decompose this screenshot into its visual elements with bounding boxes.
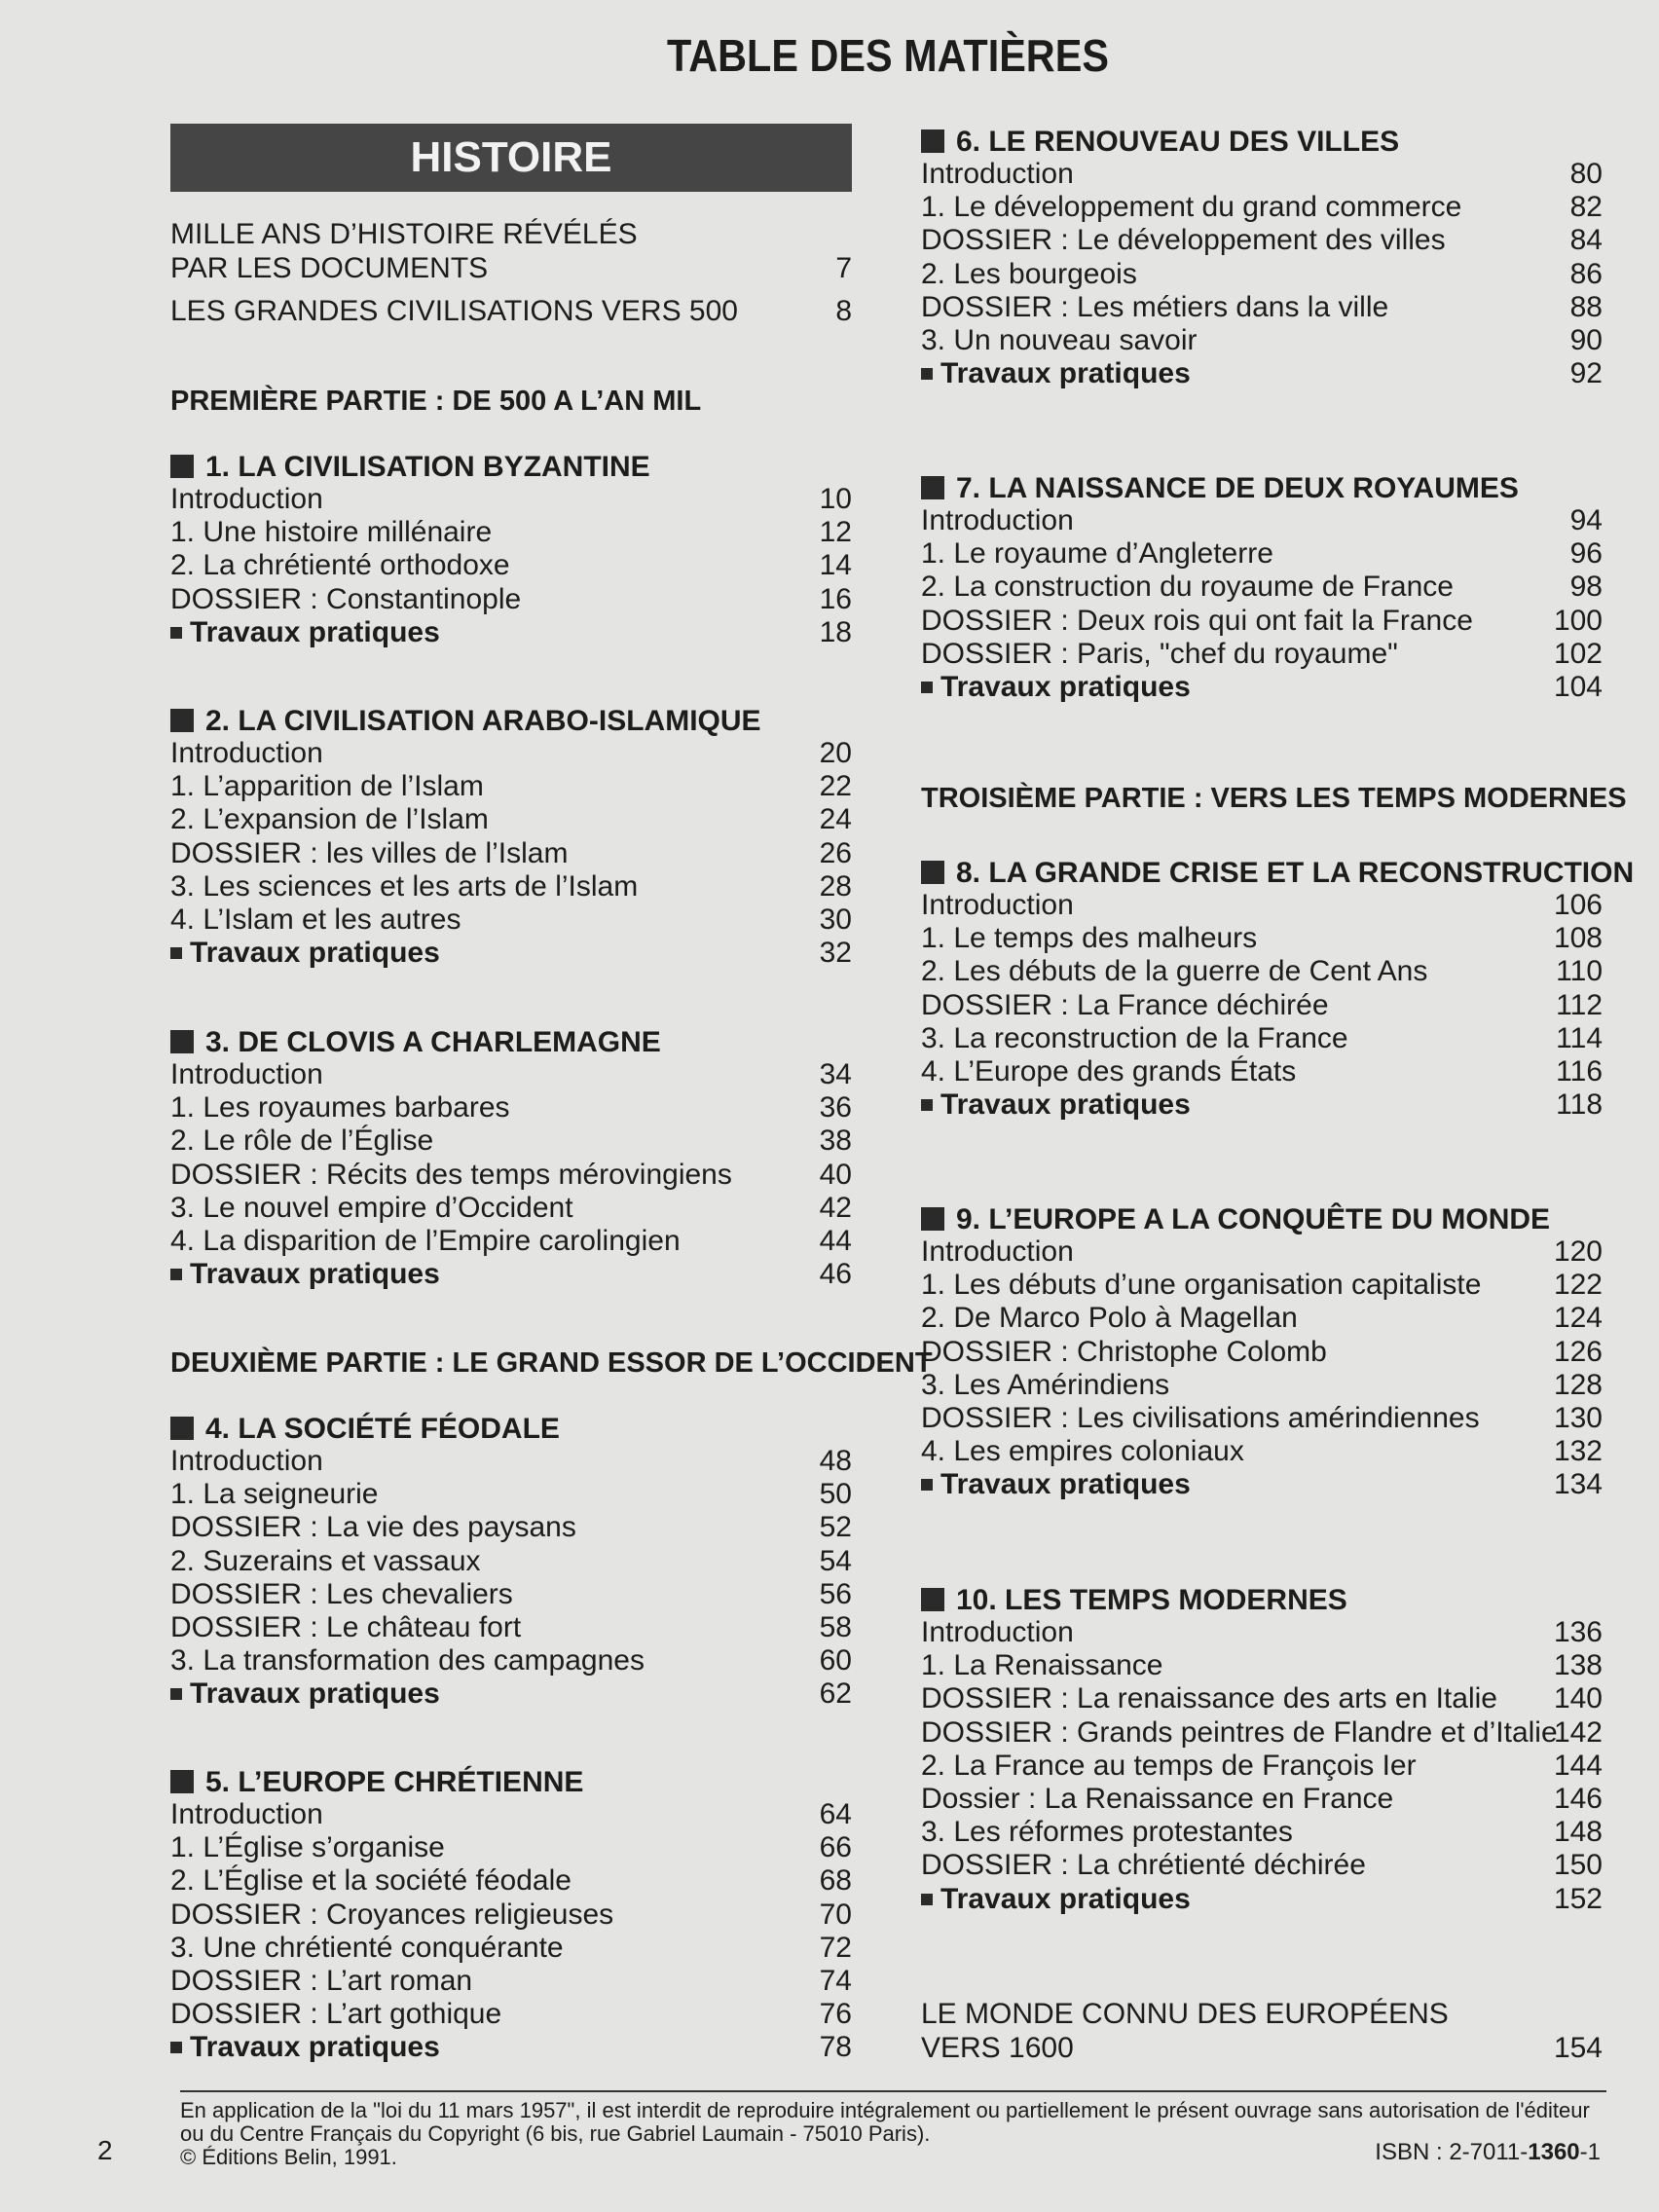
toc-entry-page: 100 xyxy=(1553,604,1603,637)
toc-entry-label: Introduction xyxy=(170,737,323,769)
toc-row xyxy=(170,903,852,937)
toc-entry-label: Introduction xyxy=(921,1235,1074,1268)
toc-entry-page: 68 xyxy=(819,1864,852,1898)
toc-row xyxy=(921,1269,1603,1302)
toc-entry-label: 3. Les réformes protestantes xyxy=(921,1816,1293,1849)
toc-row xyxy=(170,1899,852,1932)
chapter-heading xyxy=(170,1412,560,1447)
toc-entry-label: 3. La reconstruction de la France xyxy=(921,1021,1348,1054)
toc-entry-label: DOSSIER : L’art roman xyxy=(170,1965,473,1997)
toc-entry-label: 1. Une histoire millénaire xyxy=(170,516,493,549)
toc-entry-page: 152 xyxy=(1553,1882,1603,1915)
toc-row xyxy=(170,1864,852,1898)
toc-entry-label: Introduction xyxy=(170,1445,323,1477)
toc-entry-page: 96 xyxy=(1569,537,1603,571)
small-square-bullet-icon xyxy=(170,1688,182,1700)
toc-entry-label: DOSSIER : La renaissance des arts en Italie xyxy=(921,1682,1497,1715)
toc-entry-page: 120 xyxy=(1553,1235,1603,1268)
toc-row xyxy=(170,1159,852,1192)
toc-row xyxy=(170,1578,852,1611)
toc-entry-page: 12 xyxy=(819,516,852,549)
toc-entry-page: 136 xyxy=(1553,1616,1603,1648)
toc-entry-label: 2. Les bourgeois xyxy=(921,257,1137,290)
toc-entry-label: Travaux pratiques xyxy=(170,1677,440,1711)
small-square-bullet-icon xyxy=(921,1099,933,1111)
toc-entry-page: 132 xyxy=(1553,1435,1603,1468)
small-square-bullet-icon xyxy=(921,1479,933,1491)
chapter-heading xyxy=(921,471,1519,506)
toc-entry-page: 52 xyxy=(819,1511,852,1544)
page-title: TABLE DES MATIÈRES xyxy=(667,30,1109,81)
toc-entry-page: 104 xyxy=(1553,671,1603,703)
toc-entry-label: Introduction xyxy=(921,1616,1074,1648)
toc-row xyxy=(170,1611,852,1644)
toc-entry-page: 78 xyxy=(819,2031,852,2064)
toc-entry-label: DOSSIER : Les civilisations amérindiennes xyxy=(921,1402,1480,1434)
toc-entry-page: 102 xyxy=(1553,637,1603,670)
toc-entry-page: 40 xyxy=(819,1158,852,1191)
toc-entry-label: 3. Le nouvel empire d’Occident xyxy=(170,1191,573,1224)
toc-entry-label: Travaux pratiques xyxy=(170,937,440,970)
toc-entry-page: 24 xyxy=(819,803,852,836)
toc-entry-page: 122 xyxy=(1553,1269,1603,1302)
toc-entry-page: 94 xyxy=(1569,504,1603,536)
chapter-title: 5. L’EUROPE CHRÉTIENNE xyxy=(205,1766,584,1798)
chapter-heading xyxy=(921,856,1634,891)
toc-entry-label: Introduction xyxy=(921,889,1074,921)
toc-row xyxy=(921,889,1603,922)
toc-entry-label: DOSSIER : Le château fort xyxy=(170,1611,522,1643)
toc-entry-label: Introduction xyxy=(170,1798,323,1830)
toc-entry-page: 54 xyxy=(819,1544,852,1577)
toc-entry-page: 64 xyxy=(819,1798,852,1830)
toc-row xyxy=(170,770,852,803)
toc-exercises-row xyxy=(170,1677,852,1711)
small-square-bullet-icon xyxy=(170,947,182,959)
chapter-heading xyxy=(170,450,650,485)
page-number: 2 xyxy=(97,2135,113,2165)
toc-row xyxy=(170,737,852,770)
toc-entry-page: 140 xyxy=(1553,1682,1603,1715)
toc-row xyxy=(921,605,1603,638)
toc-row xyxy=(170,1545,852,1578)
square-bullet-icon xyxy=(921,129,944,153)
toc-row xyxy=(921,291,1603,324)
toc-entry-page: 72 xyxy=(819,1931,852,1964)
toc-entry-label: 1. L’Église s’organise xyxy=(170,1831,445,1864)
final-line-1: LE MONDE CONNU DES EUROPÉENS xyxy=(921,1998,1449,2030)
toc-row xyxy=(921,1750,1603,1783)
toc-entry-label: 3. Les Amérindiens xyxy=(921,1368,1170,1401)
toc-entry-page: 44 xyxy=(819,1225,852,1257)
small-square-bullet-icon xyxy=(170,627,182,639)
toc-entry-label: 3. La transformation des campagnes xyxy=(170,1644,645,1677)
toc-row xyxy=(170,1998,852,2031)
toc-exercises-row xyxy=(170,2031,852,2064)
toc-entry-label: 2. L’Église et la société féodale xyxy=(170,1864,571,1898)
toc-row xyxy=(921,1336,1603,1369)
small-square-bullet-icon xyxy=(170,1269,182,1280)
toc-entry-page: 106 xyxy=(1553,889,1603,921)
toc-row xyxy=(921,1235,1603,1269)
toc-row xyxy=(921,1716,1603,1750)
chapter-heading xyxy=(921,1583,1347,1618)
toc-entry-page: 108 xyxy=(1553,922,1603,955)
toc-entry-label: DOSSIER : Les chevaliers xyxy=(170,1577,513,1610)
toc-entry-page: 22 xyxy=(819,770,852,803)
toc-entry-label: 3. Un nouveau savoir xyxy=(921,324,1198,356)
toc-entry-page: 84 xyxy=(1569,224,1603,257)
toc-row xyxy=(921,324,1603,357)
toc-row xyxy=(170,1831,852,1864)
toc-entry-page: 28 xyxy=(819,869,852,903)
toc-row xyxy=(170,1058,852,1091)
legal-text: En application de la "loi du 11 mars 1957", il est interdit de reproduire intégralement ou partiellement le présent ouvrage sans autorisation de l'éditeur ou du Centre Français du Copyright (6 bis, rue Gabriel Laumain - 75010 Paris). xyxy=(180,2098,1590,2146)
toc-row xyxy=(921,1022,1603,1055)
toc-entry-label: Introduction xyxy=(170,483,323,515)
toc-row xyxy=(170,1091,852,1124)
toc-entry-label: DOSSIER : Paris, "chef du royaume" xyxy=(921,637,1398,670)
toc-entry-page: 70 xyxy=(819,1898,852,1931)
part-heading-1: PREMIÈRE PARTIE : DE 500 A L’AN MIL xyxy=(170,386,702,417)
chapter-title: 8. LA GRANDE CRISE ET LA RECONSTRUCTION xyxy=(956,857,1635,889)
toc-row xyxy=(921,258,1603,291)
toc-entry-page: 148 xyxy=(1553,1816,1603,1849)
chapter-heading xyxy=(921,1202,1550,1237)
toc-entry-page: 48 xyxy=(819,1445,852,1477)
toc-entry-label: Introduction xyxy=(921,504,1074,536)
toc-row xyxy=(921,1055,1603,1088)
toc-entry-label: 2. La chrétienté orthodoxe xyxy=(170,549,510,582)
chapter-title: 10. LES TEMPS MODERNES xyxy=(956,1584,1347,1616)
toc-entry-page: 38 xyxy=(819,1124,852,1158)
chapter-title: 4. LA SOCIÉTÉ FÉODALE xyxy=(205,1413,560,1445)
toc-entry-page: 128 xyxy=(1553,1368,1603,1401)
toc-entry-label: Travaux pratiques xyxy=(170,1258,440,1291)
chapter-heading xyxy=(921,125,1399,160)
toc-entry-page: 66 xyxy=(819,1831,852,1864)
toc-entry-label: 1. La seigneurie xyxy=(170,1478,379,1511)
toc-row xyxy=(170,870,852,903)
toc-entry-label: 4. L’Europe des grands États xyxy=(921,1055,1297,1088)
toc-exercises-row xyxy=(921,1468,1603,1501)
chapter-title: 3. DE CLOVIS A CHARLEMAGNE xyxy=(205,1026,661,1058)
toc-entry-label: 2. La France au temps de François Ier xyxy=(921,1749,1417,1782)
toc-row xyxy=(921,537,1603,571)
toc-entry-label: 4. La disparition de l’Empire carolingien xyxy=(170,1225,681,1257)
toc-entry-label: 1. Les débuts d’une organisation capitaliste xyxy=(921,1269,1482,1302)
toc-entry-label: 1. La Renaissance xyxy=(921,1649,1163,1682)
toc-entry-label: DOSSIER : La chrétienté déchirée xyxy=(921,1849,1366,1882)
toc-entry-label: 2. L’expansion de l’Islam xyxy=(170,803,489,836)
chapter-heading xyxy=(170,704,761,739)
toc-row xyxy=(921,1402,1603,1435)
chapter-title: 9. L’EUROPE A LA CONQUÊTE DU MONDE xyxy=(956,1203,1551,1235)
toc-entry-label: DOSSIER : Les métiers dans la ville xyxy=(921,290,1389,323)
toc-entry-page: 16 xyxy=(819,582,852,615)
square-bullet-icon xyxy=(921,1588,944,1611)
toc-entry-page: 134 xyxy=(1553,1468,1603,1501)
toc-row xyxy=(921,638,1603,671)
part-heading-2: DEUXIÈME PARTIE : LE GRAND ESSOR DE L’OCCIDENT xyxy=(170,1347,933,1379)
toc-entry-label: Travaux pratiques xyxy=(921,671,1191,704)
small-square-bullet-icon xyxy=(921,682,933,693)
toc-exercises-row xyxy=(921,671,1603,704)
chapter-title: 2. LA CIVILISATION ARABO-ISLAMIQUE xyxy=(205,705,761,737)
toc-row xyxy=(170,483,852,516)
toc-entry-page: 26 xyxy=(819,836,852,869)
toc-row xyxy=(921,1616,1603,1649)
toc-exercises-row xyxy=(921,357,1603,390)
toc-row xyxy=(921,1682,1603,1715)
toc-entry-label: DOSSIER : L’art gothique xyxy=(170,1998,502,2031)
toc-row xyxy=(170,1445,852,1478)
toc-entry-label: 2. Le rôle de l’Église xyxy=(170,1124,434,1158)
toc-row xyxy=(921,955,1603,988)
toc-entry-page: 30 xyxy=(819,903,852,936)
toc-entry-page: 90 xyxy=(1569,324,1603,356)
toc-entry-label: 3. Une chrétienté conquérante xyxy=(170,1931,564,1964)
toc-entry-label: 1. Le développement du grand commerce xyxy=(921,191,1462,224)
toc-entry-page: 146 xyxy=(1553,1783,1603,1815)
toc-entry-label: Travaux pratiques xyxy=(921,1883,1191,1916)
chapter-title: 7. LA NAISSANCE DE DEUX ROYAUMES xyxy=(956,472,1519,504)
toc-row xyxy=(170,1798,852,1831)
toc-entry-label: 2. Suzerains et vassaux xyxy=(170,1544,481,1577)
toc-row xyxy=(921,1783,1603,1816)
toc-entry-page: 32 xyxy=(819,937,852,970)
toc-entry-page: 10 xyxy=(819,483,852,515)
toc-row xyxy=(921,571,1603,604)
toc-entry-label: 1. Le royaume d’Angleterre xyxy=(921,537,1273,571)
toc-entry-label: 4. L’Islam et les autres xyxy=(170,903,461,936)
toc-row xyxy=(170,837,852,870)
toc-row xyxy=(921,1816,1603,1849)
toc-entry-page: 80 xyxy=(1569,158,1603,190)
copyright-text: © Éditions Belin, 1991. xyxy=(180,2145,397,2169)
final-line-2: VERS 1600 154 xyxy=(921,2032,1603,2064)
toc-entry-label: Travaux pratiques xyxy=(921,1468,1191,1501)
toc-entry-label: 2. Les débuts de la guerre de Cent Ans xyxy=(921,955,1428,988)
toc-entry-page: 18 xyxy=(819,615,852,648)
toc-entry-label: DOSSIER : La France déchirée xyxy=(921,988,1329,1021)
toc-entry-page: 86 xyxy=(1569,257,1603,290)
toc-row xyxy=(921,504,1603,537)
toc-entry-label: DOSSIER : les villes de l’Islam xyxy=(170,836,569,869)
part-heading-3: TROISIÈME PARTIE : VERS LES TEMPS MODERNES xyxy=(921,783,1627,814)
toc-entry-page: 110 xyxy=(1556,955,1603,988)
toc-row xyxy=(170,1192,852,1225)
toc-row xyxy=(170,1932,852,1965)
toc-entry-label: DOSSIER : Récits des temps mérovingiens xyxy=(170,1158,732,1191)
toc-exercises-row xyxy=(170,1258,852,1291)
isbn: ISBN : 2-7011-1360-1 xyxy=(1375,2139,1601,2165)
chapter-title: 6. LE RENOUVEAU DES VILLES xyxy=(956,126,1400,158)
toc-row xyxy=(921,989,1603,1022)
toc-row xyxy=(170,803,852,836)
toc-row xyxy=(170,1478,852,1511)
toc-entry-label: Travaux pratiques xyxy=(170,616,440,649)
toc-entry-label: DOSSIER : Constantinople xyxy=(170,582,522,615)
toc-entry-label: 2. La construction du royaume de France xyxy=(921,571,1454,604)
footer-rule xyxy=(180,2090,1606,2092)
toc-entry-page: 36 xyxy=(819,1091,852,1124)
toc-entry-page: 98 xyxy=(1569,571,1603,604)
small-square-bullet-icon xyxy=(170,2042,182,2053)
toc-row xyxy=(921,1435,1603,1468)
toc-exercises-row xyxy=(921,1883,1603,1916)
toc-entry-page: 112 xyxy=(1556,988,1603,1021)
toc-exercises-row xyxy=(170,616,852,649)
toc-entry-label: Travaux pratiques xyxy=(921,1088,1191,1122)
toc-row xyxy=(921,158,1603,191)
toc-entry-page: 74 xyxy=(819,1965,852,1997)
toc-entry-label: DOSSIER : La vie des paysans xyxy=(170,1511,576,1544)
square-bullet-icon xyxy=(921,861,944,884)
toc-entry-page: 130 xyxy=(1553,1402,1603,1434)
toc-row xyxy=(170,516,852,549)
toc-entry-label: 1. Les royaumes barbares xyxy=(170,1091,510,1124)
toc-entry-page: 144 xyxy=(1553,1749,1603,1782)
intro-line-1: MILLE ANS D’HISTOIRE RÉVÉLÉS xyxy=(170,218,638,250)
toc-row xyxy=(170,1644,852,1677)
square-bullet-icon xyxy=(170,1030,194,1053)
intro-line-2: PAR LES DOCUMENTS 7 xyxy=(170,252,852,284)
toc-row xyxy=(921,1849,1603,1882)
toc-entry-page: 126 xyxy=(1553,1335,1603,1368)
toc-entry-page: 116 xyxy=(1556,1055,1603,1088)
toc-entry-page: 42 xyxy=(819,1191,852,1224)
toc-entry-page: 150 xyxy=(1553,1849,1603,1882)
toc-entry-page: 14 xyxy=(819,549,852,582)
toc-entry-label: Dossier : La Renaissance en France xyxy=(921,1783,1394,1815)
toc-entry-label: 2. De Marco Polo à Magellan xyxy=(921,1302,1298,1335)
intro-line-3: LES GRANDES CIVILISATIONS VERS 500 8 xyxy=(170,295,852,327)
toc-entry-page: 124 xyxy=(1553,1302,1603,1335)
square-bullet-icon xyxy=(170,1417,194,1440)
toc-entry-label: DOSSIER : Deux rois qui ont fait la France xyxy=(921,604,1473,637)
toc-exercises-row xyxy=(921,1088,1603,1122)
toc-entry-label: 4. Les empires coloniaux xyxy=(921,1435,1244,1468)
toc-row xyxy=(921,224,1603,257)
toc-row xyxy=(170,1124,852,1158)
square-bullet-icon xyxy=(921,1207,944,1231)
toc-entry-label: DOSSIER : Grands peintres de Flandre et d’Italie xyxy=(921,1715,1558,1749)
toc-entry-label: DOSSIER : Christophe Colomb xyxy=(921,1335,1327,1368)
toc-entry-label: 1. Le temps des malheurs xyxy=(921,922,1258,955)
toc-entry-page: 62 xyxy=(819,1677,852,1711)
toc-entry-page: 142 xyxy=(1553,1715,1603,1749)
toc-entry-page: 114 xyxy=(1556,1021,1603,1054)
toc-entry-page: 60 xyxy=(819,1644,852,1677)
toc-row xyxy=(170,583,852,616)
toc-entry-label: 1. L’apparition de l’Islam xyxy=(170,770,484,803)
toc-entry-page: 76 xyxy=(819,1998,852,2031)
toc-entry-label: Travaux pratiques xyxy=(921,357,1191,390)
chapter-heading xyxy=(170,1765,583,1800)
toc-entry-page: 118 xyxy=(1556,1088,1603,1122)
toc-row xyxy=(921,1369,1603,1402)
toc-row xyxy=(170,1965,852,1998)
toc-row xyxy=(170,1511,852,1544)
toc-entry-page: 50 xyxy=(819,1478,852,1511)
toc-entry-label: Introduction xyxy=(921,158,1074,190)
toc-entry-page: 58 xyxy=(819,1611,852,1643)
toc-row xyxy=(921,922,1603,955)
chapter-heading xyxy=(170,1025,661,1060)
toc-row xyxy=(921,1649,1603,1682)
square-bullet-icon xyxy=(170,709,194,732)
small-square-bullet-icon xyxy=(921,1894,933,1905)
square-bullet-icon xyxy=(170,1770,194,1793)
toc-row xyxy=(921,1302,1603,1335)
toc-entry-label: Travaux pratiques xyxy=(170,2031,440,2064)
toc-entry-page: 92 xyxy=(1569,357,1603,390)
toc-entry-page: 34 xyxy=(819,1058,852,1090)
toc-exercises-row xyxy=(170,937,852,970)
toc-row xyxy=(170,549,852,582)
chapter-title: 1. LA CIVILISATION BYZANTINE xyxy=(205,451,650,483)
square-bullet-icon xyxy=(921,476,944,499)
toc-entry-label: DOSSIER : Croyances religieuses xyxy=(170,1898,614,1931)
toc-entry-page: 82 xyxy=(1569,191,1603,224)
toc-entry-page: 20 xyxy=(819,737,852,769)
square-bullet-icon xyxy=(170,455,194,478)
toc-row xyxy=(170,1225,852,1258)
toc-entry-label: Introduction xyxy=(170,1058,323,1090)
toc-entry-page: 56 xyxy=(819,1577,852,1610)
toc-row xyxy=(921,191,1603,224)
toc-entry-label: 3. Les sciences et les arts de l’Islam xyxy=(170,869,639,903)
toc-entry-page: 88 xyxy=(1569,290,1603,323)
small-square-bullet-icon xyxy=(921,368,933,380)
toc-entry-page: 138 xyxy=(1553,1649,1603,1682)
section-banner: HISTOIRE xyxy=(170,124,852,192)
toc-entry-page: 46 xyxy=(819,1258,852,1291)
toc-entry-label: DOSSIER : Le développement des villes xyxy=(921,224,1446,257)
